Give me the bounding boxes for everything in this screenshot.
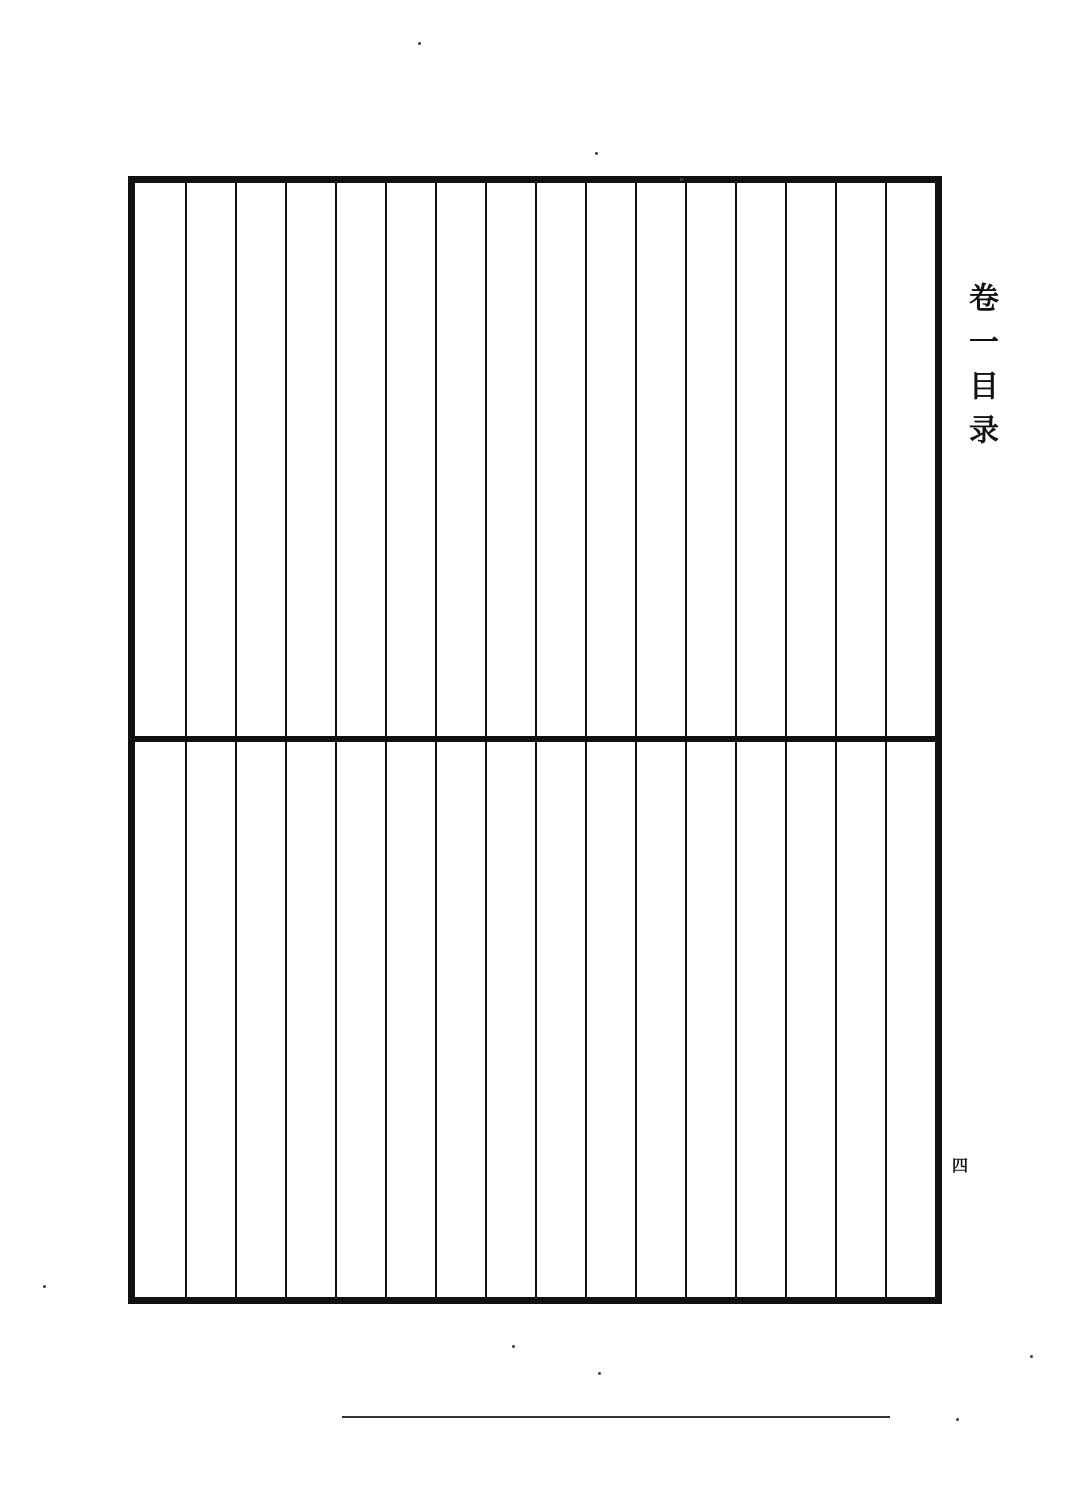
- entry-column: [735, 183, 785, 736]
- entry-column: [835, 183, 885, 736]
- page-title: 卷一目录: [963, 282, 998, 458]
- entry-column: [335, 742, 385, 1297]
- entry-column: [285, 742, 335, 1297]
- entry-column: [835, 742, 885, 1297]
- entry-column: [785, 183, 835, 736]
- entry-column: [585, 183, 635, 736]
- entry-column: [385, 183, 435, 736]
- entry-column: [485, 742, 535, 1297]
- scan-speck: [595, 152, 598, 155]
- entry-column: [635, 742, 685, 1297]
- entry-column: [685, 183, 735, 736]
- entry-column: [785, 742, 835, 1297]
- entry-column: [135, 183, 185, 736]
- scan-speck: [43, 1285, 46, 1288]
- entry-column: [235, 742, 285, 1297]
- entry-column: [335, 183, 385, 736]
- entry-column: [185, 183, 235, 736]
- scan-edge-line: [342, 1416, 890, 1418]
- entry-column: [685, 742, 735, 1297]
- entry-column: [635, 183, 685, 736]
- scan-speck: [418, 42, 421, 45]
- entry-column: [585, 742, 635, 1297]
- entry-column: [235, 183, 285, 736]
- entry-column: [735, 742, 785, 1297]
- entry-column: [535, 183, 585, 736]
- entry-column: [885, 742, 935, 1297]
- entry-column: [385, 742, 435, 1297]
- page-number: 四: [952, 1156, 969, 1175]
- entry-column: [485, 183, 535, 736]
- scan-speck: [680, 178, 683, 181]
- scan-speck: [1030, 1355, 1033, 1358]
- scan-speck: [956, 1418, 959, 1421]
- entry-column: [185, 742, 235, 1297]
- entry-column: [435, 742, 485, 1297]
- entry-column: [285, 183, 335, 736]
- entry-column: [535, 742, 585, 1297]
- entry-column: [435, 183, 485, 736]
- entry-column: [135, 742, 185, 1297]
- scan-speck: [512, 1345, 515, 1348]
- entry-column: [885, 183, 935, 736]
- scan-speck: [598, 1372, 601, 1375]
